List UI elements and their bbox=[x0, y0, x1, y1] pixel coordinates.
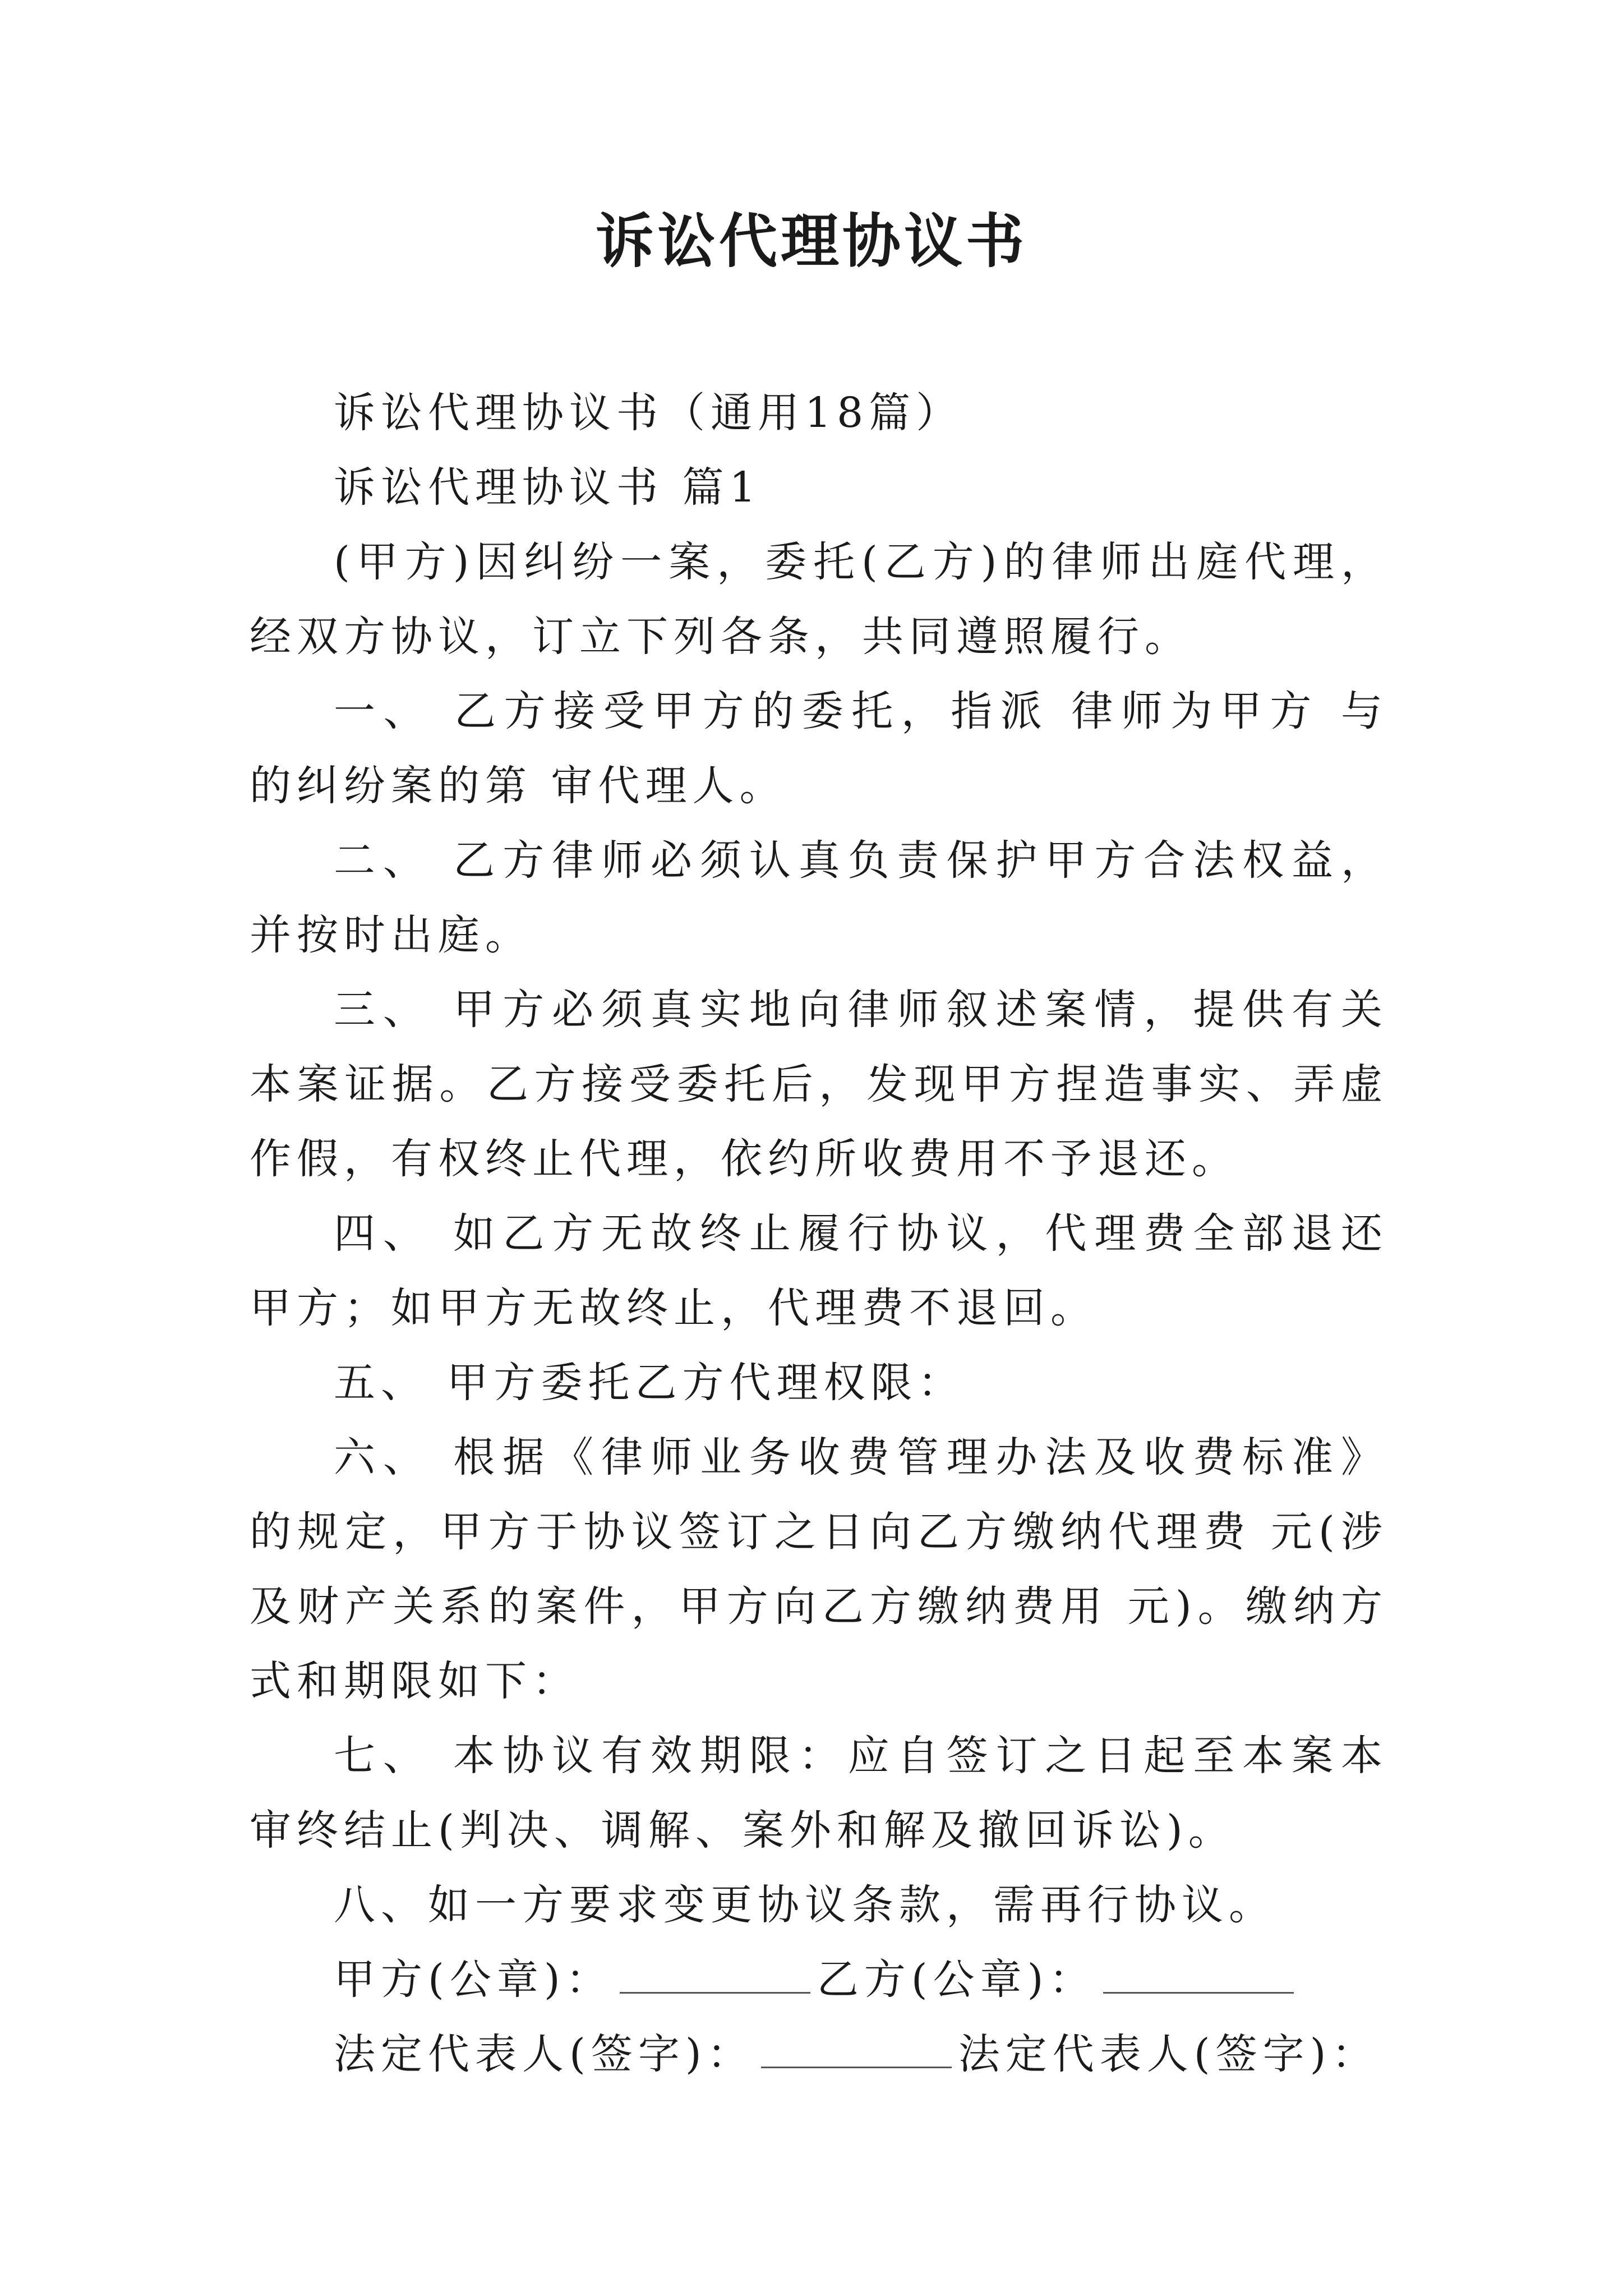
section-heading: 诉讼代理协议书 篇1 bbox=[334, 463, 762, 512]
party-b-seal-label: 乙方(公章)： bbox=[817, 1955, 1096, 2004]
party-a-seal-label: 甲方(公章)： bbox=[334, 1955, 613, 2004]
document-title: 诉讼代理协议书 bbox=[595, 206, 1027, 275]
party-a-rep-blank bbox=[761, 2027, 952, 2068]
party-b-seal-blank bbox=[1103, 1953, 1294, 1994]
document-body bbox=[250, 376, 1388, 2092]
party-a-rep-label: 法定代表人(签字)： bbox=[334, 2030, 754, 2078]
clause-3: 三、 甲方必须真实地向律师叙述案情，提供有关本案证据。乙方接受委托后，发现甲方捏造事实、弄虚作假，有权终止代理，依约所收费用不予退还。 bbox=[250, 986, 1388, 1183]
clause-6: 六、 根据《律师业务收费管理办法及收费标准》的规定，甲方于协议签订之日向乙方缴纳代理费 元(涉及财产关系的案件，甲方向乙方缴纳费用 元)。缴纳方式和期限如下： bbox=[250, 1433, 1388, 1705]
clause-5: 五、 甲方委托乙方代理权限： bbox=[334, 1359, 965, 1407]
signature-rep-row bbox=[250, 2017, 1388, 2092]
clause-1: 一、 乙方接受甲方的委托，指派 律师为甲方 与 的纠纷案的第 审代理人。 bbox=[250, 687, 1388, 810]
clause-2: 二、 乙方律师必须认真负责保护甲方合法权益，并按时出庭。 bbox=[250, 836, 1388, 959]
party-a-seal-blank bbox=[620, 1953, 810, 1994]
subtitle: 诉讼代理协议书（通用18篇） bbox=[334, 389, 963, 437]
signature-seal-row bbox=[250, 1943, 1388, 2017]
paragraph-intro: (甲方)因纠纷一案，委托(乙方)的律师出庭代理，经双方协议，订立下列各条，共同遵照履行。 bbox=[250, 538, 1388, 661]
clause-8: 八、如一方要求变更协议条款，需再行协议。 bbox=[334, 1881, 1276, 1929]
party-b-rep-label: 法定代表人(签字)： bbox=[958, 2030, 1379, 2078]
clause-7: 七、 本协议有效期限：应自签订之日起至本案本审终结止(判决、调解、案外和解及撤回诉讼)。 bbox=[250, 1732, 1388, 1855]
clause-4: 四、 如乙方无故终止履行协议，代理费全部退还甲方；如甲方无故终止，代理费不退回。 bbox=[250, 1209, 1388, 1332]
